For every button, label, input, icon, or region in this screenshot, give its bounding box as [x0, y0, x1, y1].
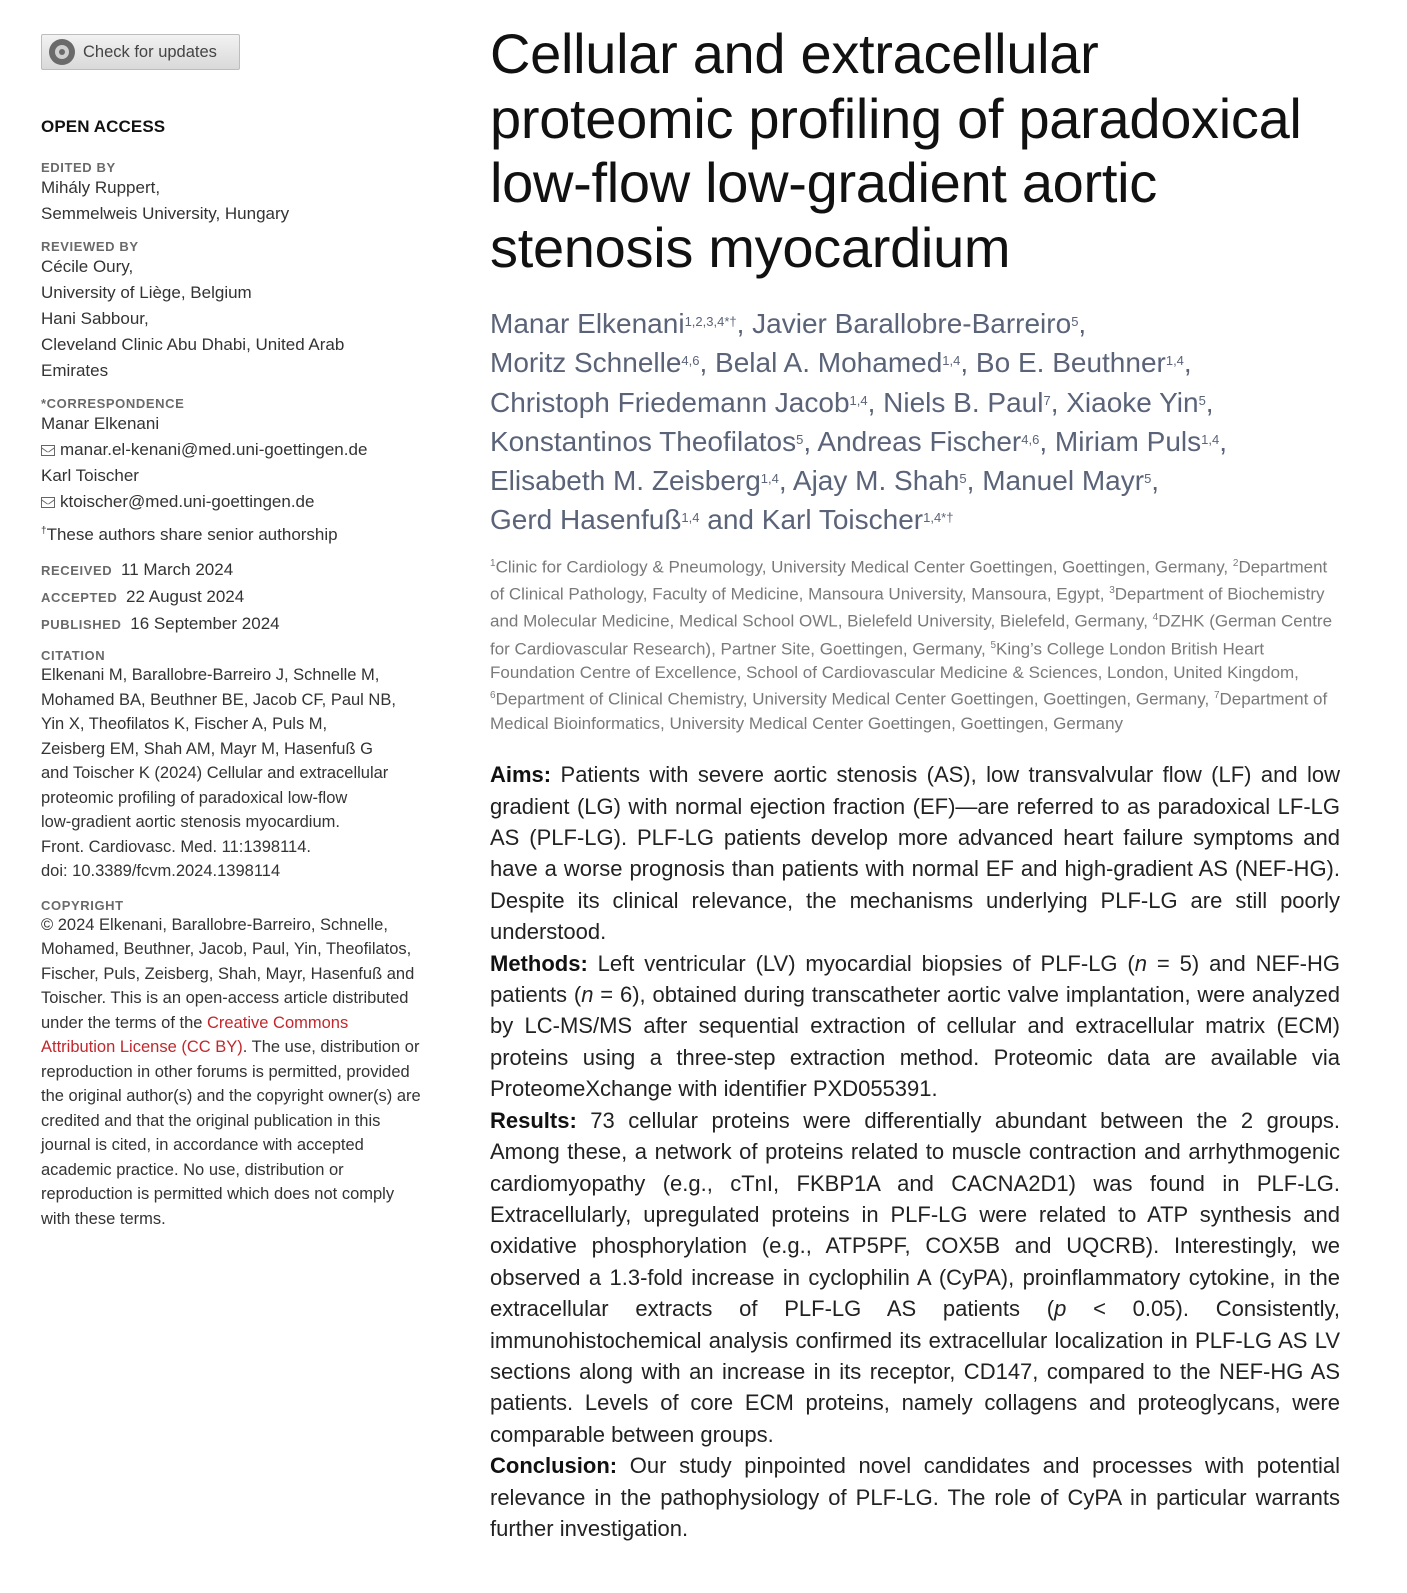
author-name[interactable]: , Miriam Puls	[1039, 425, 1202, 457]
reviewer-line: Hani Sabbour,	[41, 309, 149, 328]
p-symbol: p	[1054, 1296, 1067, 1322]
affiliation-text: King’s College London British Heart Foundation Centre of Excellence, School of Cardiovascular Medicine & Sciences, London, United Kingdom,	[490, 639, 1299, 682]
affiliation-superscript: 5	[796, 431, 804, 447]
author-name[interactable]: ,	[1205, 386, 1214, 418]
affiliation-text: Department of Clinical Pathology, Faculty of Medicine, Mansoura University, Mansoura, Egypt,	[490, 557, 1328, 604]
copyright-text	[41, 913, 426, 1232]
author-name[interactable]: and Karl Toischer	[699, 504, 924, 536]
citation-line: Zeisberg EM, Shah AM, Mayr M, Hasenfuß G	[41, 739, 373, 758]
copyright-label: COPYRIGHT	[41, 897, 124, 913]
received-label: RECEIVED	[41, 563, 113, 578]
reviewer-line: Cleveland Clinic Abu Dhabi, United Arab	[41, 335, 345, 354]
title-line: proteomic profiling of paradoxical	[490, 86, 1302, 150]
affiliation-number: 1	[490, 557, 496, 569]
edited-by-label: EDITED BY	[41, 160, 116, 175]
copyright-text-end: . The use, distribution or reproduction in other forums is permitted, provided the original author(s) and the copyright owner(s) are credited and that the original publication in this journal is cited, in accordance with accepted academic practice. No use, distribution or reproduction is permitted which does not comply with these terms.	[41, 1038, 421, 1228]
affiliation-text: Department of Medical Bioinformatics, University Medical Center Goettingen, Goettingen, Germany	[490, 690, 1328, 733]
results-text: 73 cellular proteins were differentially abundant between the 2 groups. Among these, a network of proteins related to muscle contraction and arrhythmogenic cardiomyopathy (e.g., cTnI, FKBP1A and CACNA2D1) was found in PLF-LG. Extracellularly, upregulated proteins in PLF-LG were related to ATP synthesis and oxidative phosphorylation (e.g., ATP5PF, COX5B and UQCRB). Interestingly, we observed a 1.3-fold increase in cyclophilin A (CyPA), proinflammatory cytokine, in the extracellular extracts of PLF-LG AS patients (	[490, 1107, 1340, 1322]
conclusion-text: Our study pinpointed novel candidates and processes with potential relevance in the pathophysiology of PLF-LG. The role of CyPA in particular warrants further investigation.	[490, 1453, 1340, 1541]
affiliation-superscript: 4,6	[1021, 431, 1040, 447]
title-line: Cellular and extracellular	[490, 22, 1099, 85]
affiliation-superscript: 1,4*†	[923, 510, 954, 526]
author-line	[490, 500, 1340, 539]
author-name[interactable]: , Niels B. Paul	[867, 386, 1044, 418]
check-for-updates-label: Check for updates	[83, 42, 217, 61]
affiliation-superscript: 1,4	[849, 392, 868, 408]
n-symbol: n	[1134, 950, 1147, 976]
reviewed-by-label: REVIEWED BY	[41, 239, 139, 254]
accepted-label: ACCEPTED	[41, 590, 118, 605]
abstract	[490, 759, 1340, 1544]
author-line	[490, 304, 1340, 343]
author-name[interactable]: , Xiaoke Yin	[1050, 386, 1199, 418]
affiliation-superscript: 4,6	[681, 353, 700, 369]
author-name[interactable]: Gerd Hasenfuß	[490, 504, 682, 536]
citation-line: Front. Cardiovasc. Med. 11:1398114.	[41, 837, 311, 856]
copyright-section	[41, 898, 441, 1232]
n-symbol: n	[581, 982, 594, 1008]
correspondence-label: *CORRESPONDENCE	[41, 396, 185, 411]
methods-text: = 6), obtained during transcatheter aortic valve implantation, were analyzed by LC-MS/MS after sequential extraction of cellular and extracellular matrix (ECM) proteins using a three-step extraction method. Proteomic data are available via ProteomeXchange with identifier PXD055391.	[490, 982, 1340, 1102]
accepted-row	[41, 584, 441, 611]
article-main	[490, 22, 1340, 1544]
affiliation-text: Department of Clinical Chemistry, University Medical Center Goettingen, Goettingen, Germany,	[495, 690, 1214, 710]
affiliation-number: 7	[1213, 690, 1220, 702]
aims-text: Patients with severe aortic stenosis (AS), low transvalvular flow (LF) and low gradient (LG) with normal ejection fraction (EF)—are referred to as paradoxical LF-LG AS (PLF-LG). PLF-LG patients develop more advanced heart failure symptoms and have a worse prognosis than patients with normal EF and high-gradient AS (NEF-HG). Despite its clinical relevance, the mechanisms underlying PLF-LG are still poorly understood.	[490, 762, 1340, 945]
email-icon	[41, 445, 55, 456]
affiliation-number: 2	[1232, 557, 1239, 569]
affiliation-superscript: 7	[1043, 392, 1051, 408]
affiliation-text: DZHK (German Centre for Cardiovascular Research), Partner Site, Goettingen, Germany,	[490, 611, 1333, 659]
author-name[interactable]: Christoph Friedemann Jacob	[490, 386, 850, 418]
author-name[interactable]: , Manuel Mayr	[966, 465, 1145, 497]
citation-line: low-gradient aortic stenosis myocardium.	[41, 813, 340, 831]
author-name[interactable]: , Bo E. Beuthner	[960, 347, 1166, 379]
citation-section	[41, 648, 441, 884]
methods-text: Left ventricular (LV) myocardial biopsies of PLF-LG (	[587, 950, 1135, 976]
aims-label: Aims:	[490, 762, 552, 788]
shared-authorship-text: These authors share senior authorship	[46, 525, 338, 544]
abstract-aims	[490, 759, 1340, 947]
open-access-label: OPEN ACCESS	[41, 117, 166, 136]
abstract-conclusion	[490, 1450, 1340, 1544]
author-line	[490, 383, 1340, 422]
citation-line: Yin X, Theofilatos K, Fischer A, Puls M,	[41, 715, 328, 733]
results-text: < 0.05). Consistently, immunohistochemical analysis confirmed its extracellular localization in PLF-LG AS LV sections along with an increase in its receptor, CD147, compared to the NEF-HG AS patients. Levels of core ECM proteins, namely collagens and proteoglycans, were comparable between groups.	[490, 1296, 1341, 1447]
dates-section	[41, 557, 441, 638]
email-row	[41, 437, 441, 463]
citation-line: and Toischer K (2024) Cellular and extracellular	[41, 764, 389, 782]
correspondence-section	[41, 396, 441, 515]
author-name[interactable]: ,	[1078, 308, 1087, 339]
email-link[interactable]: ktoischer@med.uni-goettingen.de	[60, 492, 315, 511]
email-row	[41, 489, 441, 515]
cc-by-license-link[interactable]: Creative Commons Attribution License (CC BY)	[41, 1013, 349, 1056]
sidebar	[41, 34, 441, 1231]
affiliation-superscript: 5	[959, 471, 967, 487]
affiliations	[490, 552, 1340, 735]
affiliation-text: Department of Biochemistry and Molecular Medicine, Medical School OWL, Bielefeld University, Bielefeld, Germany,	[490, 584, 1325, 631]
author-name[interactable]: ,	[1151, 465, 1160, 497]
editor-line: Semmelweis University, Hungary	[41, 204, 290, 223]
reviewer-line: University of Liège, Belgium	[41, 283, 252, 302]
author-name[interactable]: Manar Elkenani	[490, 308, 685, 339]
affiliation-superscript: 5	[1071, 314, 1079, 329]
citation-line: Elkenani M, Barallobre-Barreiro J, Schnelle M,	[41, 666, 380, 684]
citation-line: Mohamed BA, Beuthner BE, Jacob CF, Paul NB,	[41, 690, 396, 709]
published-row	[41, 611, 441, 638]
author-name[interactable]: , Ajay M. Shah	[778, 465, 960, 497]
citation-line: proteomic profiling of paradoxical low-flow	[41, 788, 348, 807]
copyright-text-start: © 2024 Elkenani, Barallobre-Barreiro, Schnelle, Mohamed, Beuthner, Jacob, Paul, Yin, Theofilatos, Fischer, Puls, Zeisberg, Shah, Mayr, Hasenfuß and Toischer. This is an open-access article distributed under the terms of the	[41, 915, 415, 1032]
methods-text: = 5) and NEF-HG patients (	[490, 950, 1340, 1008]
author-list	[490, 304, 1340, 540]
affiliation-superscript: 5	[1144, 471, 1152, 487]
abstract-methods	[490, 948, 1340, 1105]
conclusion-label: Conclusion:	[490, 1453, 618, 1479]
affiliation-superscript: 1,2,3,4*†	[684, 314, 737, 329]
affiliation-superscript: 1,4	[942, 353, 961, 369]
affiliation-superscript: 1,4	[681, 510, 700, 526]
author-name[interactable]: Konstantinos Theofilatos	[490, 425, 797, 457]
author-line	[490, 461, 1340, 500]
author-line	[490, 422, 1340, 461]
received-date: 11 March 2024	[121, 560, 234, 579]
author-name[interactable]: ,	[1219, 425, 1227, 457]
citation-doi: doi: 10.3389/fcvm.2024.1398114	[41, 862, 281, 880]
check-for-updates-button[interactable]	[41, 34, 240, 70]
check-updates-icon	[49, 39, 75, 65]
affiliation-text: Clinic for Cardiology & Pneumology, University Medical Center Goettingen, Goettingen, Germany,	[495, 557, 1233, 577]
editor-line: Mihály Ruppert,	[41, 178, 161, 197]
author-name[interactable]: , Andreas Fischer	[803, 425, 1022, 457]
reviewer-line: Emirates	[41, 361, 109, 380]
affiliation-superscript: 5	[1198, 392, 1206, 408]
affiliation-number: 4	[1152, 612, 1159, 624]
email-icon	[41, 497, 55, 508]
correspondent-name: Manar Elkenani	[41, 414, 160, 433]
author-name[interactable]: ,	[1183, 347, 1192, 379]
dagger-mark: †	[41, 525, 47, 537]
reviewed-by-section	[41, 239, 441, 384]
citation-label: CITATION	[41, 648, 106, 663]
methods-label: Methods:	[490, 950, 588, 976]
author-name[interactable]: , Belal A. Mohamed	[699, 347, 943, 379]
title-line: stenosis myocardium	[490, 215, 1011, 279]
article-title	[490, 22, 1340, 280]
abstract-results	[490, 1105, 1340, 1450]
author-line	[490, 343, 1340, 382]
accepted-date: 22 August 2024	[126, 587, 245, 606]
affiliation-number: 3	[1109, 585, 1115, 597]
reviewer-line: Cécile Oury,	[41, 257, 134, 276]
received-row	[41, 557, 441, 584]
published-label: PUBLISHED	[41, 617, 122, 632]
shared-authorship-note	[41, 525, 441, 545]
results-label: Results:	[490, 1107, 577, 1133]
correspondent-name: Karl Toischer	[41, 466, 139, 485]
affiliation-number: 5	[990, 639, 997, 651]
affiliation-superscript: 1,4	[760, 471, 779, 487]
author-name[interactable]: Elisabeth M. Zeisberg	[490, 465, 761, 497]
edited-by-section	[41, 160, 441, 227]
affiliation-number: 6	[490, 690, 496, 702]
author-name[interactable]: , Javier Barallobre-Barreiro	[736, 308, 1072, 339]
title-line: low-flow low-gradient aortic	[490, 151, 1157, 214]
published-date: 16 September 2024	[130, 614, 280, 633]
email-link[interactable]: manar.el-kenani@med.uni-goettingen.de	[60, 440, 368, 459]
author-name[interactable]: Moritz Schnelle	[490, 347, 682, 379]
affiliation-superscript: 1,4	[1165, 353, 1184, 369]
affiliation-superscript: 1,4	[1201, 431, 1220, 447]
